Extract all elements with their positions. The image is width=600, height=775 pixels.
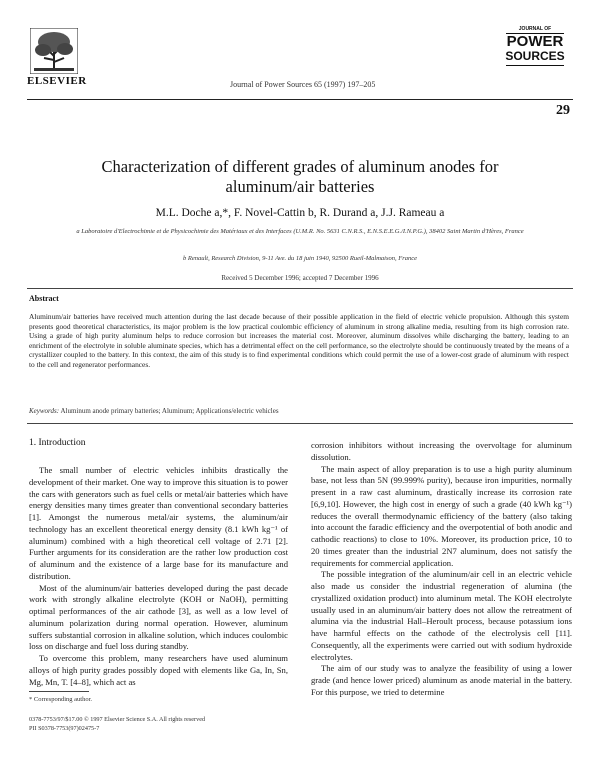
journal-reference: Journal of Power Sources 65 (1997) 197–205 [230,80,376,89]
author-list: M.L. Doche a,*, F. Novel-Cattin b, R. Durand a, J.J. Rameau a [155,207,445,219]
paragraph: corrosion inhibitors without increasing the overvoltage for aluminum dissolution. [311,440,572,462]
journal-logo-power: POWER [506,33,564,50]
copyright-block [29,715,205,733]
footnote: * Corresponding author. [29,696,93,703]
journal-logo [502,26,568,88]
abstract-text: Aluminum/air batteries have received much attention during the last decade because of their possible application in the field of electric vehicle propulsion. Although this system presents good theoretical characteristics, its major problem is the low practical coulombic efficiency of aluminum in strong alkaline media, resulting from its high corrosion rate. Using a grade of high purity aluminum helps to reduce corrosion but increases the material cost. Moreover, aluminum dissolves while discharging the battery, leading to an enrichment of the electrolyte in soluble aluminate species, which has a detrimental effect on the cell performance, so the electrolyte should be continuously treated by the means of a crystallizer coupled to the battery. In this context, the aim of this study is to find experimental conditions which could permit the use of a lower-cost grade of aluminum with respect to the cell and regenerator performances. [29,312,569,369]
left-column [29,465,288,688]
received-dates: Received 5 December 1996; accepted 7 December 1996 [221,274,379,282]
paragraph: The small number of electric vehicles inhibits drastically the development of their market. One way to improve this situation is to power the cars with generators such as fuel cells or metal/air batteries which have energy densities many times greater than conventional secondary batteries [1]. Amongst the numerous metal/air systems, the aluminum/air technology has an excellent theoretical energy density (8.1 kWh kg⁻¹ of aluminum) combined with a high theoretical cell voltage of 2.71 [2]. Further arguments for its consideration are the rather low production cost of aluminum and the existence of a large base for its manufacture and distribution. [29,465,288,581]
abstract-bottom-rule [27,423,573,424]
elsevier-tree-logo [30,28,78,74]
pii-line: PII S0378-7753(97)02475-7 [29,725,100,732]
article-title: Characterization of different grades of aluminum anodes for aluminum/air batteries [101,157,499,196]
footnote-rule [29,691,89,692]
keywords-line [29,407,569,415]
paragraph: Most of the aluminum/air batteries developed during the past decade work with strongly alkaline electrolyte (KOH or NaOH), permitting optimal performances of the air cathode [3], as well as a low level of aluminum polarization during normal operation. However, aluminum suffers substantial corrosion in alkaline solution, which induces coulombic loss on discharge and fuel loss during standby. [29,582,288,652]
publisher-name: ELSEVIER [27,75,87,87]
abstract-top-rule [27,288,573,289]
paragraph: The main aspect of alloy preparation is to use a high purity aluminum base, not less than 5N (99.999% purity), because iron impurities, normally present in a raw cast aluminum, drastically increase its corrosion rate [6,9,10]. However, the high cost in energy of such a grade (40 kWh kg⁻¹) reduces the overall thermodynamic efficiency of the battery (also taking into account the faradic efficiency and the overpotential of both anodic and cathodic reactions) to close to 10%. Moreover, its production price, 10 to 20 times greater than the industrial 2N7 aluminum, does not satisfy the requirements for commercial application. [311,463,572,568]
page-number: 29 [556,103,570,118]
keywords-text: Aluminum anode primary batteries; Aluminum; Applications/electric vehicles [60,407,279,415]
right-column [311,440,572,699]
affiliation-2: b Renault, Research Division, 9-11 Ave. du 18 juin 1940, 92500 Rueil-Malmaison, France [182,255,418,262]
paragraph: The aim of our study was to analyze the feasibility of using a lower grade (and hence lower priced) aluminum as anode material in the battery. For this purpose, we tried to determine [311,663,572,697]
header-divider [27,99,573,100]
journal-logo-small-text: JOURNAL OF [518,26,552,32]
copyright-line: 0378-7753/97/$17.00 © 1997 Elsevier Science S.A. All rights reserved [29,716,206,723]
paragraph: To overcome this problem, many researchers have used aluminum alloys of high purity grades possibly doped with elements like Ga, In, Sn, Mg, Mn, T. [4–8], which act as [29,653,288,687]
affiliation-1: a Laboratoire d'Electrochimie et de Physicochimie des Matériaux et des Interfaces (U.M.R. No. 5631 C.N.R.S., E.N.S.E.E.G./I.N.P.G.), 38402 Saint Martin d'Hères, France [76,228,524,235]
journal-logo-sources: SOURCES [505,49,565,63]
paragraph: The possible integration of the aluminum/air cell in an electric vehicle also made us consider the industrial regeneration of alumina (the crystallized oxidation product) into aluminum metal. The KOH electrolyte usually used in an aluminum/air battery does not allow the retreatment of alumina via the industrial Hall–Heroult process, because potassium ions have harmful effects on the cathode of the electrolysis cell [11]. Consequently, all the experiments were carried out with sodium hydroxide electrolytes. [311,569,572,662]
abstract-heading: Abstract [29,294,59,303]
section-heading: 1. Introduction [29,438,86,448]
keywords-label: Keywords: [29,407,60,415]
